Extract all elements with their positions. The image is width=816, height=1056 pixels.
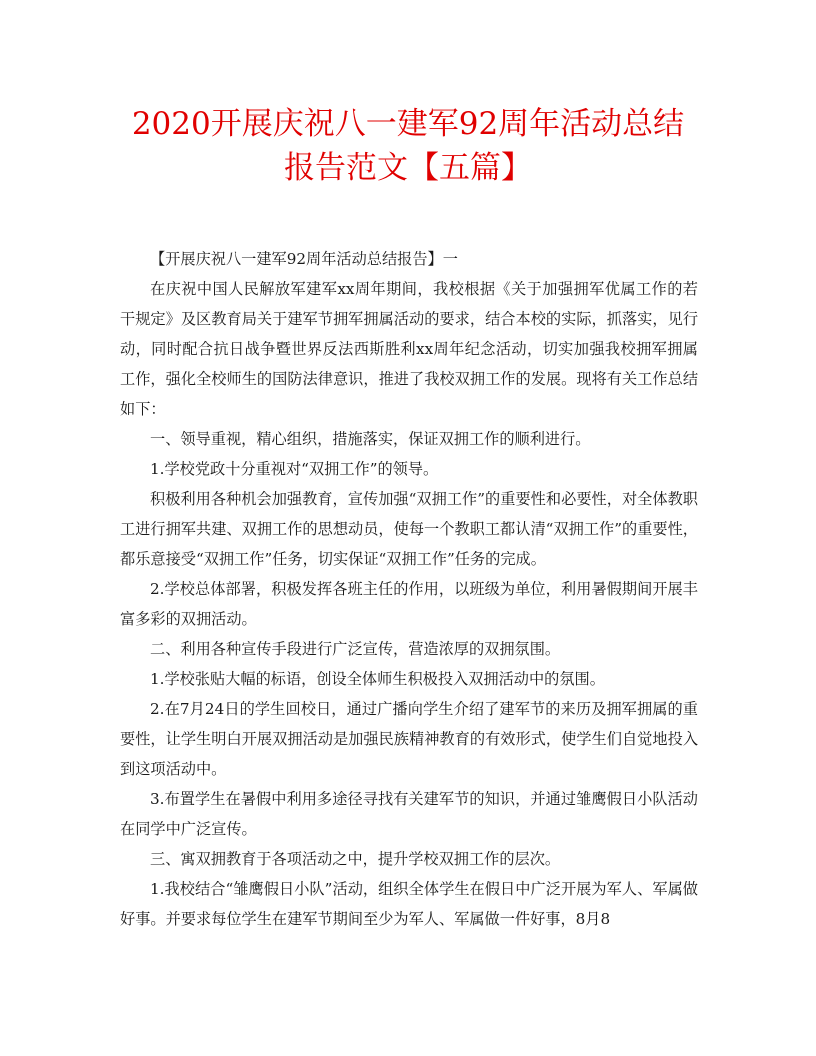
paragraph-body-1: 积极利用各种机会加强教育，宣传加强“双拥工作”的重要性和必要性，对全体教职工进行拥军共建、双拥工作的思想动员，使每一个教职工都认清“双拥工作”的重要性，都乐意接受“双拥工作”任务，切实保证“双拥工作”任务的完成。 <box>120 490 698 568</box>
paragraph-heading-2: 二、利用各种宣传手段进行广泛宣传，营造浓厚的双拥氛围。 <box>150 640 561 658</box>
section-heading: 【开展庆祝八一建军92周年活动总结报告】一 <box>150 250 458 268</box>
paragraph-item-2-1: 1.学校张贴大幅的标语，创设全体师生积极投入双拥活动中的氛围。 <box>150 670 605 688</box>
title-line-2: 报告范文【五篇】 <box>284 150 532 186</box>
paragraph-item-2-2: 2.在7月24日的学生回校日，通过广播向学生介绍了建军节的来历及拥军拥属的重要性，让学生明白开展双拥活动是加强民族精神教育的有效形式，使学生们自觉地投入到这项活动中。 <box>120 700 698 778</box>
title-line-1: 2020开展庆祝八一建军92周年活动总结 <box>131 106 685 142</box>
paragraph-heading-1: 一、领导重视，精心组织，措施落实，保证双拥工作的顺利进行。 <box>150 430 591 448</box>
paragraph-intro: 在庆祝中国人民解放军建军xx周年期间，我校根据《关于加强拥军优属工作的若干规定》及区教育局关于建军节拥军拥属活动的要求，结合本校的实际，抓落实，见行动，同时配合抗日战争暨世界反法西斯胜利xx周年纪念活动，切实加强我校拥军拥属工作，强化全校师生的国防法律意识，推进了我校双拥工作的发展。现将有关工作总结如下： <box>120 280 698 418</box>
paragraph-item-1-2: 2.学校总体部署，积极发挥各班主任的作用，以班级为单位，利用暑假期间开展丰富多彩的双拥活动。 <box>120 580 698 628</box>
document-title <box>100 102 716 190</box>
paragraph-item-2-3: 3.布置学生在暑假中利用多途径寻找有关建军节的知识，并通过雏鹰假日小队活动在同学中广泛宣传。 <box>120 790 698 838</box>
paragraph-heading-3: 三、寓双拥教育于各项活动之中，提升学校双拥工作的层次。 <box>150 850 561 868</box>
paragraph-item-1-1: 1.学校党政十分重视对“双拥工作”的领导。 <box>150 460 439 478</box>
paragraph-item-3-1: 1.我校结合“雏鹰假日小队”活动，组织全体学生在假日中广泛开展为军人、军属做好事。并要求每位学生在建军节期间至少为军人、军属做一件好事，8月8 <box>120 880 698 928</box>
document-body <box>120 244 698 934</box>
